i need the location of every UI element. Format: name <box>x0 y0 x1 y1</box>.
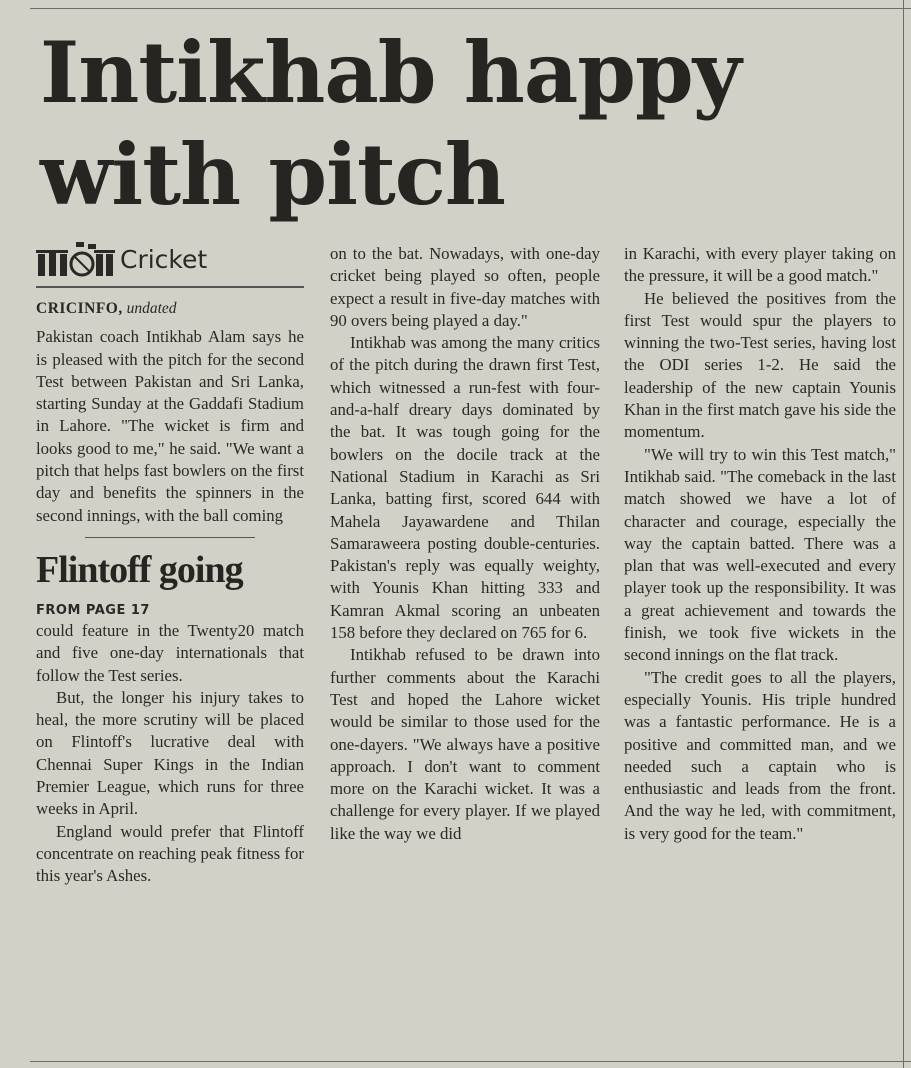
column-2 <box>330 243 600 845</box>
column-1 <box>36 240 304 888</box>
article-paragraph: "The credit goes to all the players, especially Younis. His triple hundred was a fantastic performance. He is a positive and committed man, and we needed such a captain who is enthusiastic and leads from the front. And the way he led, with commitment, is very good for the team." <box>624 667 896 843</box>
dateline <box>36 298 304 320</box>
source-credit: CRICINFO, <box>36 300 123 317</box>
article-paragraph: in Karachi, with every player taking on the pressure, it will be a good match." <box>624 244 896 286</box>
article-paragraph: could feature in the Twenty20 match and five one-day internationals that follow the Test series. <box>36 620 304 685</box>
bottom-rule <box>30 1061 911 1062</box>
section-label <box>36 240 304 280</box>
article-paragraph: Intikhab refused to be drawn into further comments about the Karachi Test and hoped the Lahore wicket would be similar to those used for the one-dayers. "We always have a positive approach. I don't want to comment more on the Karachi wicket. It was a challenge for every player. If we played like the way we did <box>330 645 600 843</box>
article-paragraph: "We will try to win this Test match," Intikhab said. "The comeback in the last match showed we have a lot of character and courage, especially the way the captain batted. There was a plan that was well-executed and every player took up the responsibility. It was a great achievement and towards the finish, we took five wickets in the second innings on the flat track. <box>624 444 896 665</box>
article-paragraph: He believed the positives from the first Test would spur the players to winning the two-Test series, having lost the ODI series 1-2. He said the leadership of the new captain Younis Khan in the first match gave his side the momentum. <box>624 288 896 442</box>
column-3 <box>624 243 896 845</box>
right-column-rule <box>903 0 904 1068</box>
article-paragraph: Intikhab was among the many critics of the pitch during the drawn first Test, which witnessed a run-fest with four-and-a-half dreary days dominated by the bat. It was tough going for the bowlers on the docile track at the National Stadium in Karachi as Sri Lanka, batting first, scored 644 with Mahela Jayawardene and Thilan Samaraweera posting double-centuries. Pakistan's reply was equally weighty, with Younis Khan hitting 333 and Kamran Akmal scoring an unbeaten 158 before they declared on 765 for 6. <box>330 333 600 643</box>
article-paragraph: But, the longer his injury takes to heal, the more scrutiny will be placed on Flintoff's lucrative deal with Chennai Super Kings in the Indian Premier League, which runs for three weeks in April. <box>36 687 304 819</box>
section-rule <box>36 286 304 288</box>
top-rule <box>30 8 911 9</box>
separator-rule <box>85 537 255 538</box>
article-paragraph: England would prefer that Flintoff concentrate on reaching peak fitness for this year's Ashes. <box>36 821 304 886</box>
subhead: Flintoff going <box>36 548 243 591</box>
headline: Intikhab happy with pitch <box>40 23 741 224</box>
date-text: undated <box>126 300 177 317</box>
jump-line: FROM PAGE 17 <box>36 602 150 618</box>
article-paragraph: Pakistan coach Intikhab Alam says he is pleased with the pitch for the second Test between Pakistan and Sri Lanka, starting Sunday at the Gaddafi Stadium in Lahore. "The wicket is firm and looks good to me," he said. "We want a pitch that helps fast bowlers on the first day and benefits the spinners in the second innings, with the ball coming <box>36 327 304 525</box>
section-name: Cricket <box>120 244 208 274</box>
cricket-stumps-ball-icon <box>36 242 116 278</box>
article-paragraph: on to the bat. Nowadays, with one-day cricket being played so often, people expect a result in five-day matches with 90 overs being played a day." <box>330 244 600 330</box>
